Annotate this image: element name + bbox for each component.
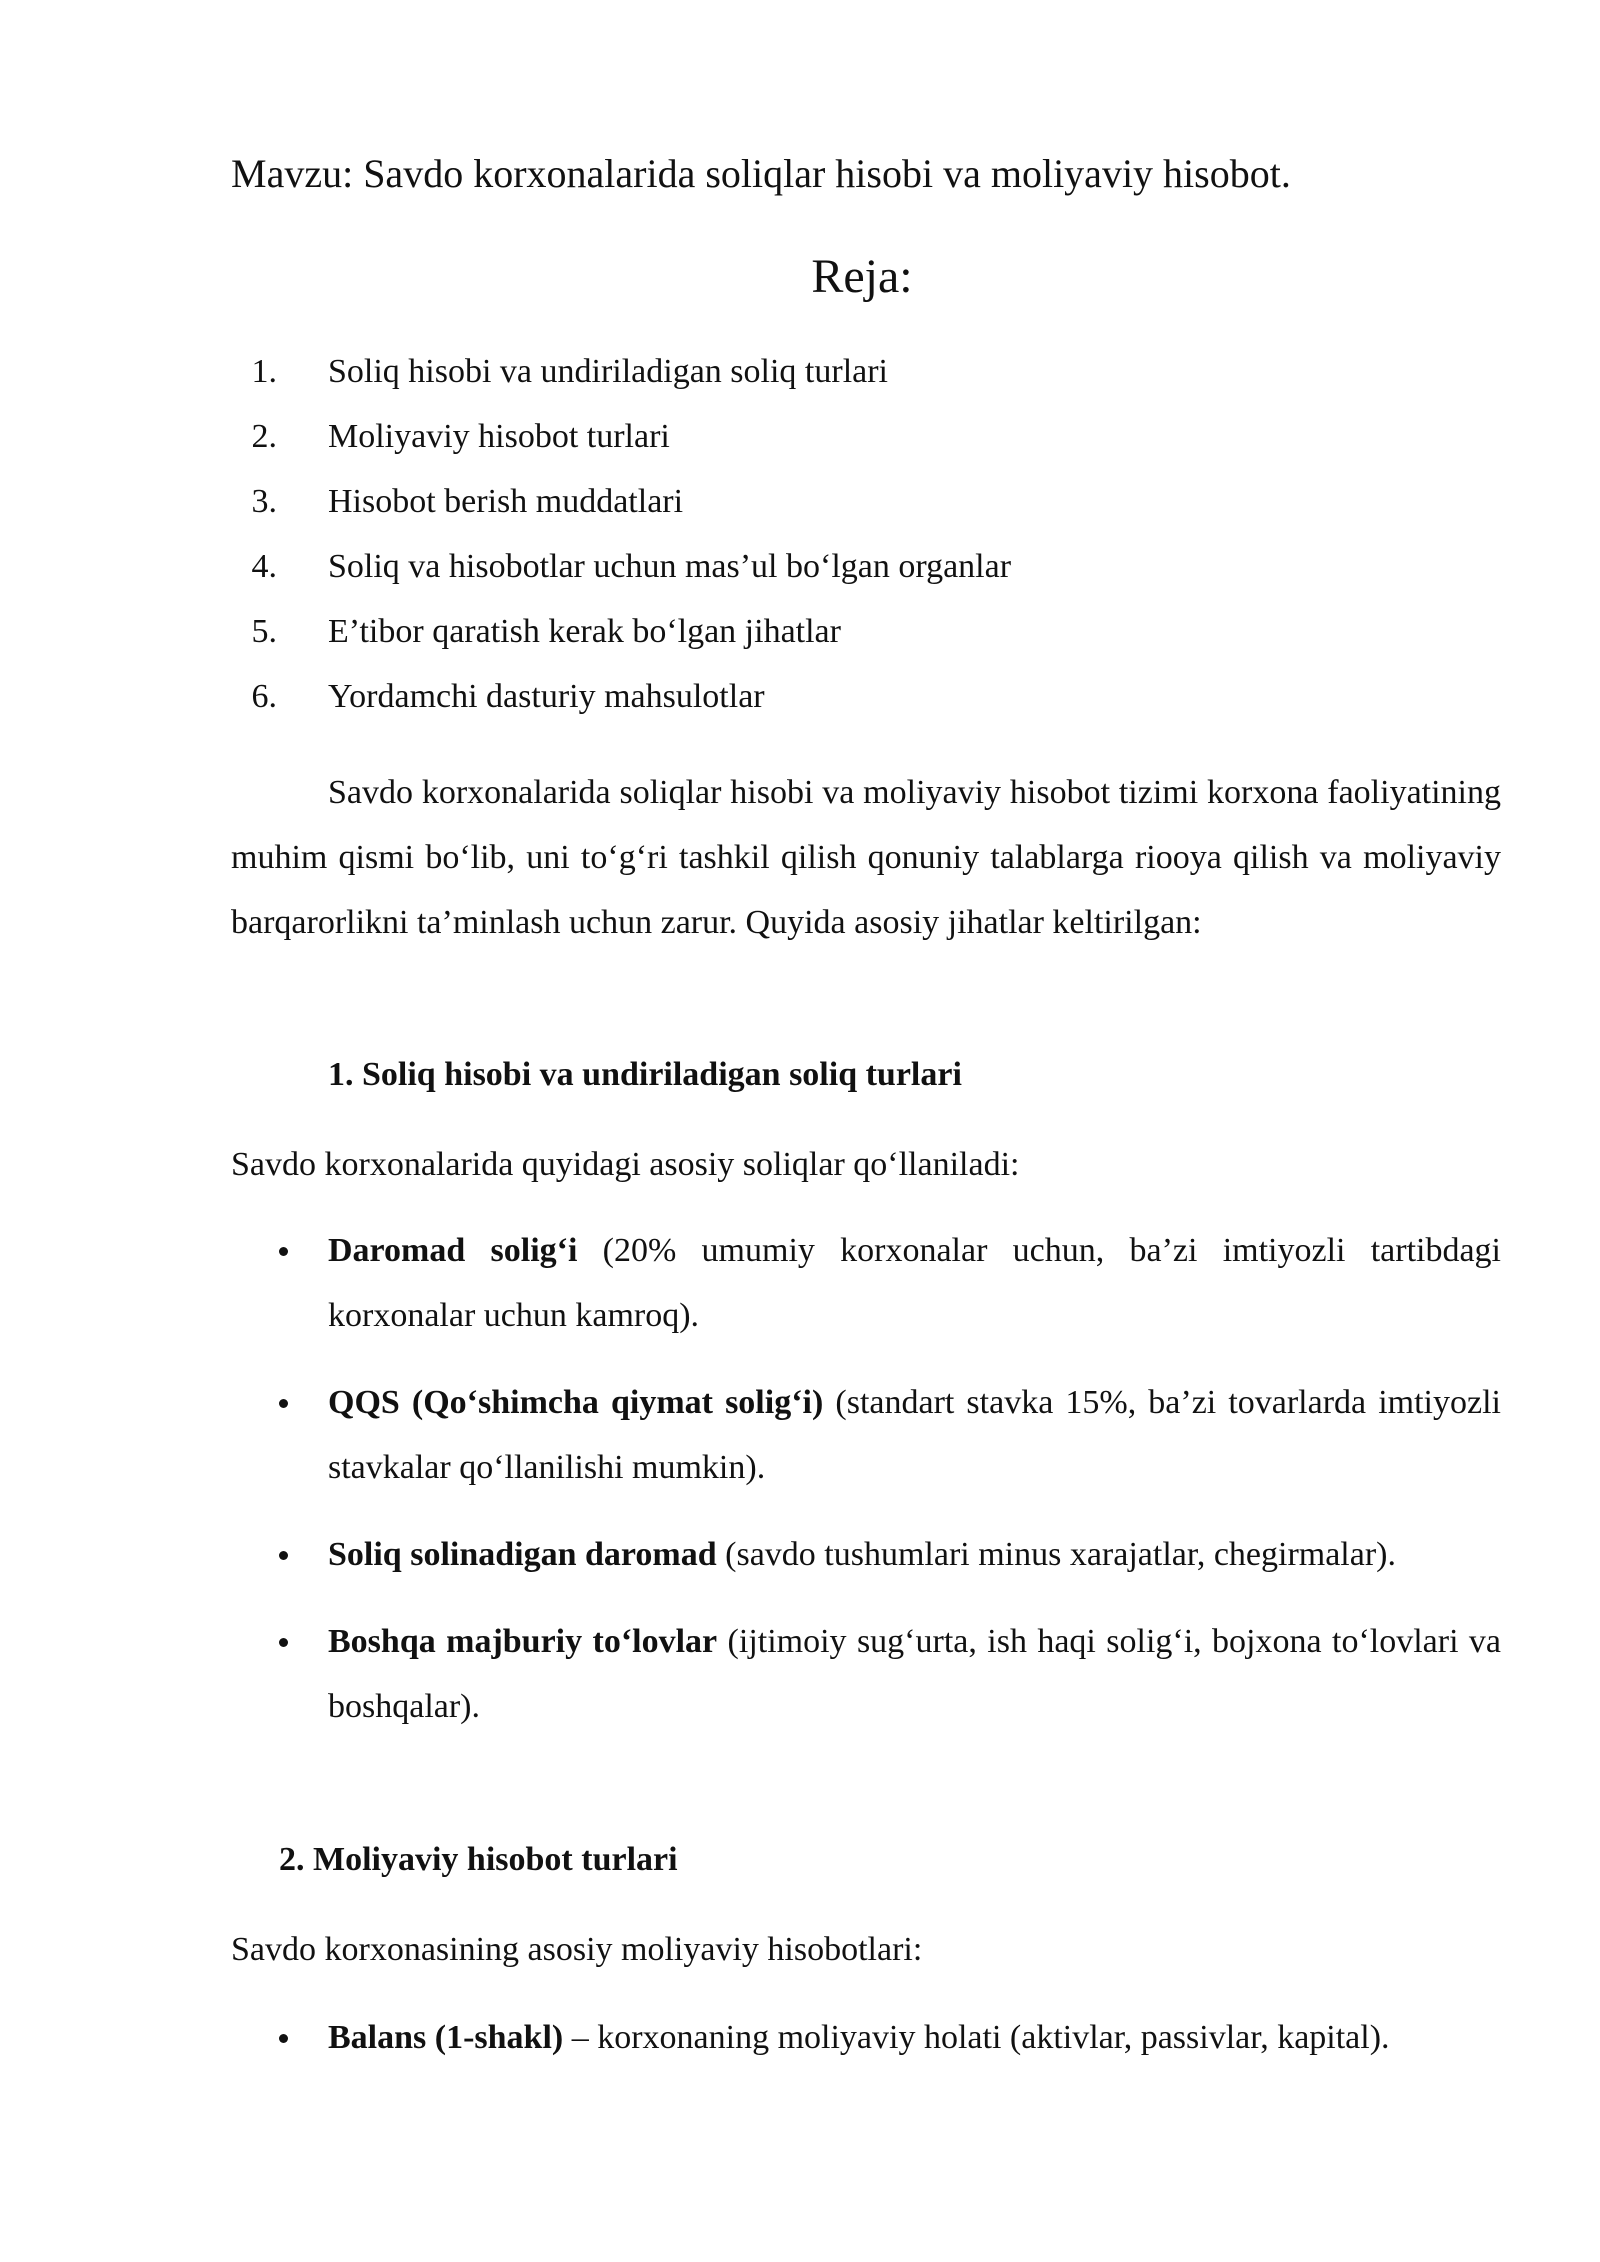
bullet-description: (ijtimoiy sug‘urta, ish haqi solig‘i, bojxona to‘lovlari va boshqalar). [328,1623,1502,1725]
bullet-item [231,1218,1501,1348]
bullet-item [231,1370,1501,1500]
plan-item [231,352,1501,417]
plan-item-text: Moliyaviy hisobot turlari [328,418,670,455]
plan-item [231,612,1501,677]
plan-item-text: Yordamchi dasturiy mahsulotlar [328,678,765,715]
bullet-description: (savdo tushumlari minus xarajatlar, chegirmalar). [716,1536,1396,1573]
bullet-item [231,2005,1501,2070]
bullet-description: (20% umumiy korxonalar uchun, ba’zi imtiyozli tartibdagi korxonalar uchun kamroq). [328,1232,1501,1334]
plan-item [231,677,1501,742]
plan-item-text: Hisobot berish muddatlari [328,483,684,520]
bullet-term: Daromad solig‘i [328,1232,578,1269]
section-lead: Savdo korxonasining asosiy moliyaviy hisobotlari: [231,1931,923,1968]
plan-item-number: 5. [251,613,277,650]
report-types-list [231,2005,1501,2092]
plan-item-text: Soliq hisobi va undiriladigan soliq turlari [328,353,889,390]
plan-item-number: 4. [251,548,277,585]
bullet-term: QQS (Qo‘shimcha qiymat solig‘i) [328,1384,824,1421]
bullet-icon [279,1551,288,1560]
bullet-description: – korxonaning moliyaviy holati (aktivlar, passivlar, kapital). [563,2019,1390,2056]
bullet-term: Soliq solinadigan daromad [328,1536,717,1573]
intro-paragraph: Savdo korxonalarida soliqlar hisobi va moliyaviy hisobot tizimi korxona faoliyatining muhim qismi bo‘lib, uni to‘g‘ri tashkil qilish qonuniy talablarga riooya qilish va moliyaviy barqarorlikni ta’minlash uchun zarur. Quyida asosiy jihatlar keltirilgan: [231,774,1501,941]
plan-item [231,547,1501,612]
bullet-term: Balans (1-shakl) [328,2019,564,2056]
tax-types-list [231,1218,1501,1761]
document-topic: Mavzu: Savdo korxonalarida soliqlar hisobi va moliyaviy hisobot. [231,151,1291,196]
bullet-icon [279,1638,288,1647]
bullet-description: (standart stavka 15%, ba’zi tovarlarda imtiyozli stavkalar qo‘llanilishi mumkin). [328,1384,1501,1486]
plan-list [231,352,1501,742]
section-heading: 2. Moliyaviy hisobot turlari [279,1841,678,1878]
plan-item-text: E’tibor qaratish kerak bo‘lgan jihatlar [328,613,841,650]
bullet-icon [279,1399,288,1408]
plan-item [231,417,1501,482]
plan-item-text: Soliq va hisobotlar uchun mas’ul bo‘lgan organlar [328,548,1012,585]
bullet-item [231,1609,1501,1739]
bullet-icon [279,2034,288,2043]
plan-item-number: 1. [251,353,277,390]
plan-item-number: 6. [251,678,277,715]
plan-item-number: 2. [251,418,277,455]
bullet-icon [279,1247,288,1256]
section-lead: Savdo korxonalarida quyidagi asosiy soliqlar qo‘llaniladi: [231,1146,1020,1183]
bullet-term: Boshqa majburiy to‘lovlar [328,1623,718,1660]
plan-heading: Reja: [811,250,913,303]
plan-item [231,482,1501,547]
plan-item-number: 3. [251,483,277,520]
section-heading: 1. Soliq hisobi va undiriladigan soliq turlari [328,1056,962,1093]
bullet-item [231,1522,1501,1587]
